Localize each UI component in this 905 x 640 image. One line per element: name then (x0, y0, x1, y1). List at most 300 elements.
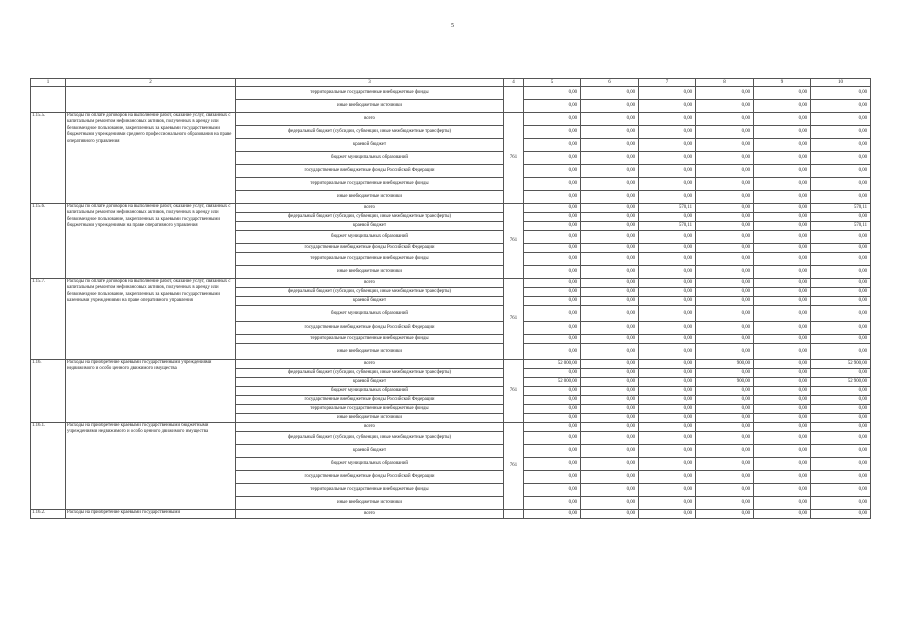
value-cell: 0,00 (696, 100, 754, 113)
value-cell: 0,00 (811, 405, 871, 414)
value-cell: 0,00 (524, 191, 581, 204)
value-cell: 0,00 (754, 297, 811, 306)
value-cell: 0,00 (639, 387, 696, 396)
value-cell: 0,00 (524, 414, 581, 423)
value-cell: 0,00 (581, 510, 639, 519)
value-cell: 0,00 (754, 497, 811, 510)
value-cell: 0,00 (639, 231, 696, 244)
code-cell: 761 (504, 113, 524, 204)
value-cell: 0,00 (811, 471, 871, 484)
source-cell: иные внебюджетные источники (236, 266, 504, 279)
value-cell: 0,00 (639, 445, 696, 458)
value-cell: 0,00 (639, 423, 696, 432)
value-cell: 0,00 (754, 423, 811, 432)
code-cell (504, 87, 524, 113)
value-cell: 0,00 (696, 297, 754, 306)
value-cell: 0,00 (524, 253, 581, 266)
value-cell: 0,00 (811, 306, 871, 322)
value-cell: 0,00 (639, 297, 696, 306)
source-cell: бюджет муниципальных образований (236, 152, 504, 165)
value-cell: 0,00 (581, 484, 639, 497)
value-cell: 52 000,00 (524, 360, 581, 369)
source-cell: краевой бюджет (236, 222, 504, 231)
value-cell: 0,00 (696, 423, 754, 432)
value-cell: 0,00 (581, 378, 639, 387)
value-cell: 0,00 (696, 369, 754, 378)
value-cell: 0,00 (696, 253, 754, 266)
value-cell: 0,00 (696, 387, 754, 396)
value-cell: 0,00 (696, 396, 754, 405)
value-cell: 0,00 (524, 458, 581, 471)
value-cell: 0,00 (754, 484, 811, 497)
value-cell: 0,00 (639, 288, 696, 297)
value-cell: 0,00 (754, 191, 811, 204)
value-cell: 0,00 (581, 423, 639, 432)
value-cell: 570,11 (639, 222, 696, 231)
source-cell: иные внебюджетные источники (236, 497, 504, 510)
value-cell: 0,00 (754, 378, 811, 387)
table-row (31, 204, 871, 213)
value-cell: 0,00 (524, 87, 581, 100)
value-cell: 0,00 (581, 458, 639, 471)
page-number: 5 (451, 23, 454, 29)
source-cell: территориальные государственные внебюджетные фонды (236, 484, 504, 497)
value-cell: 0,00 (754, 369, 811, 378)
value-cell: 0,00 (581, 297, 639, 306)
value-cell: 0,00 (524, 297, 581, 306)
value-cell: 0,00 (754, 165, 811, 178)
value-cell: 0,00 (639, 432, 696, 445)
value-cell: 0,00 (639, 497, 696, 510)
source-cell: краевой бюджет (236, 139, 504, 152)
header-cell: 1 (31, 79, 66, 87)
value-cell: 0,00 (524, 510, 581, 519)
value-cell: 0,00 (639, 253, 696, 266)
value-cell: 0,00 (754, 231, 811, 244)
value-cell: 0,00 (639, 378, 696, 387)
source-cell: бюджет муниципальных образований (236, 387, 504, 396)
value-cell: 0,00 (754, 510, 811, 519)
value-cell: 0,00 (524, 222, 581, 231)
source-cell: иные внебюджетные источники (236, 100, 504, 113)
value-cell: 0,00 (639, 471, 696, 484)
value-cell: 0,00 (696, 510, 754, 519)
source-cell: территориальные государственные внебюджетные фонды (236, 335, 504, 344)
value-cell: 0,00 (696, 432, 754, 445)
value-cell: 0,00 (639, 405, 696, 414)
value-cell: 0,00 (524, 126, 581, 139)
value-cell: 0,00 (754, 87, 811, 100)
source-cell: всего (236, 510, 504, 519)
item-number-cell: 1.16. (31, 360, 66, 423)
value-cell: 0,00 (581, 244, 639, 253)
value-cell: 0,00 (696, 484, 754, 497)
value-cell: 0,00 (811, 139, 871, 152)
value-cell: 0,00 (639, 484, 696, 497)
value-cell: 0,00 (811, 213, 871, 222)
value-cell: 0,00 (811, 266, 871, 279)
item-title-cell: Расходы по оплате договоров на выполнение работ, оказание услуг, связанных с капитальным ремонтом нефинансовых активов, полученных в аренду или безвозмездное пользование, закрепленных за краевыми государственными казенными учреждениями на праве оперативного управления (66, 279, 236, 360)
value-cell: 0,00 (754, 100, 811, 113)
value-cell: 0,00 (639, 100, 696, 113)
source-cell: всего (236, 204, 504, 213)
value-cell: 0,00 (696, 213, 754, 222)
value-cell: 0,00 (581, 360, 639, 369)
value-cell: 0,00 (811, 279, 871, 288)
value-cell: 0,00 (639, 87, 696, 100)
value-cell: 0,00 (524, 279, 581, 288)
value-cell: 0,00 (754, 445, 811, 458)
value-cell: 0,00 (754, 126, 811, 139)
value-cell: 0,00 (524, 288, 581, 297)
value-cell: 0,00 (696, 497, 754, 510)
source-cell: всего (236, 279, 504, 288)
source-cell: краевой бюджет (236, 297, 504, 306)
value-cell: 570,11 (639, 204, 696, 213)
value-cell: 0,00 (696, 322, 754, 335)
value-cell: 0,00 (581, 113, 639, 126)
value-cell: 0,00 (639, 244, 696, 253)
value-cell: 0,00 (754, 113, 811, 126)
value-cell: 0,00 (754, 306, 811, 322)
source-cell: государственные внебюджетные фонды Российской Федерации (236, 396, 504, 405)
value-cell: 0,00 (581, 369, 639, 378)
value-cell: 0,00 (639, 344, 696, 360)
value-cell: 0,00 (811, 178, 871, 191)
value-cell: 0,00 (754, 288, 811, 297)
value-cell: 0,00 (639, 360, 696, 369)
value-cell: 0,00 (696, 178, 754, 191)
value-cell: 0,00 (524, 471, 581, 484)
source-cell: всего (236, 360, 504, 369)
value-cell: 0,00 (524, 432, 581, 445)
value-cell: 0,00 (754, 471, 811, 484)
value-cell: 0,00 (696, 279, 754, 288)
value-cell: 0,00 (639, 126, 696, 139)
value-cell: 0,00 (581, 165, 639, 178)
header-cell: 4 (504, 79, 524, 87)
header-cell: 5 (524, 79, 581, 87)
value-cell: 0,00 (696, 445, 754, 458)
value-cell: 0,00 (696, 222, 754, 231)
value-cell: 0,00 (811, 445, 871, 458)
item-number-cell: 1.15.6. (31, 204, 66, 279)
value-cell: 570,11 (811, 204, 871, 213)
value-cell: 0,00 (754, 344, 811, 360)
value-cell: 0,00 (811, 510, 871, 519)
value-cell: 0,00 (811, 191, 871, 204)
value-cell: 900,00 (696, 378, 754, 387)
value-cell: 0,00 (524, 423, 581, 432)
value-cell: 0,00 (524, 369, 581, 378)
value-cell: 0,00 (524, 139, 581, 152)
value-cell: 0,00 (639, 165, 696, 178)
value-cell: 0,00 (639, 510, 696, 519)
value-cell: 0,00 (696, 191, 754, 204)
source-cell: государственные внебюджетные фонды Российской Федерации (236, 244, 504, 253)
value-cell: 0,00 (524, 113, 581, 126)
item-title-cell: Расходы на приобретение краевыми государственными (66, 510, 236, 519)
value-cell: 0,00 (581, 335, 639, 344)
item-title-cell: Расходы на приобретение краевыми государственными бюджетными учреждениями недвижимого и особо ценного движимого имущества (66, 423, 236, 510)
value-cell: 0,00 (581, 266, 639, 279)
source-cell: государственные внебюджетные фонды Российской Федерации (236, 322, 504, 335)
value-cell: 52 900,00 (811, 360, 871, 369)
value-cell: 0,00 (696, 113, 754, 126)
value-cell: 0,00 (696, 152, 754, 165)
value-cell: 0,00 (754, 458, 811, 471)
header-cell: 10 (811, 79, 871, 87)
value-cell: 0,00 (581, 139, 639, 152)
value-cell: 0,00 (581, 152, 639, 165)
value-cell: 0,00 (811, 244, 871, 253)
table-row (31, 423, 871, 432)
source-cell: территориальные государственные внебюджетные фонды (236, 87, 504, 100)
value-cell: 0,00 (754, 139, 811, 152)
value-cell: 0,00 (696, 244, 754, 253)
value-cell: 0,00 (754, 387, 811, 396)
value-cell: 0,00 (639, 152, 696, 165)
value-cell: 0,00 (524, 204, 581, 213)
value-cell: 0,00 (524, 322, 581, 335)
source-cell: федеральный бюджет (субсидии, субвенции, иные межбюджетные трансферты) (236, 369, 504, 378)
value-cell: 0,00 (639, 396, 696, 405)
source-cell: краевой бюджет (236, 378, 504, 387)
value-cell: 0,00 (524, 213, 581, 222)
header-cell: 8 (696, 79, 754, 87)
header-cell: 3 (236, 79, 504, 87)
table-row (31, 360, 871, 369)
item-number-cell: 1.15.5. (31, 113, 66, 204)
value-cell: 0,00 (639, 266, 696, 279)
value-cell: 0,00 (811, 165, 871, 178)
value-cell: 0,00 (754, 204, 811, 213)
value-cell: 0,00 (581, 396, 639, 405)
value-cell: 0,00 (696, 288, 754, 297)
header-cell: 7 (639, 79, 696, 87)
value-cell: 0,00 (696, 335, 754, 344)
value-cell: 0,00 (639, 191, 696, 204)
value-cell: 0,00 (811, 253, 871, 266)
budget-table (30, 78, 871, 519)
value-cell: 0,00 (811, 152, 871, 165)
value-cell: 0,00 (754, 396, 811, 405)
source-cell: государственные внебюджетные фонды Российской Федерации (236, 471, 504, 484)
value-cell: 0,00 (581, 253, 639, 266)
source-cell: бюджет муниципальных образований (236, 306, 504, 322)
source-cell: государственные внебюджетные фонды Российской Федерации (236, 165, 504, 178)
item-title-cell (66, 87, 236, 113)
value-cell: 0,00 (811, 126, 871, 139)
value-cell: 0,00 (581, 497, 639, 510)
value-cell: 0,00 (524, 165, 581, 178)
value-cell: 0,00 (581, 387, 639, 396)
value-cell: 0,00 (524, 405, 581, 414)
value-cell: 0,00 (524, 344, 581, 360)
value-cell: 0,00 (696, 139, 754, 152)
value-cell: 0,00 (581, 126, 639, 139)
value-cell: 0,00 (811, 497, 871, 510)
value-cell: 0,00 (696, 87, 754, 100)
header-cell: 9 (754, 79, 811, 87)
value-cell: 0,00 (811, 288, 871, 297)
value-cell: 0,00 (696, 414, 754, 423)
value-cell: 900,00 (696, 360, 754, 369)
value-cell: 0,00 (581, 178, 639, 191)
value-cell: 0,00 (524, 100, 581, 113)
value-cell: 0,00 (581, 432, 639, 445)
value-cell: 0,00 (581, 100, 639, 113)
value-cell: 0,00 (754, 360, 811, 369)
value-cell: 0,00 (696, 204, 754, 213)
value-cell: 0,00 (754, 222, 811, 231)
source-cell: федеральный бюджет (субсидии, субвенции, иные межбюджетные трансферты) (236, 213, 504, 222)
value-cell: 0,00 (639, 322, 696, 335)
value-cell: 0,00 (696, 344, 754, 360)
value-cell: 0,00 (524, 387, 581, 396)
source-cell: федеральный бюджет (субсидии, субвенции, иные межбюджетные трансферты) (236, 126, 504, 139)
value-cell: 0,00 (696, 126, 754, 139)
value-cell: 0,00 (639, 139, 696, 152)
value-cell: 0,00 (524, 178, 581, 191)
value-cell: 0,00 (581, 306, 639, 322)
value-cell: 0,00 (581, 344, 639, 360)
value-cell: 0,00 (811, 297, 871, 306)
value-cell: 52 900,00 (811, 378, 871, 387)
value-cell: 0,00 (524, 396, 581, 405)
value-cell: 0,00 (811, 335, 871, 344)
value-cell: 0,00 (581, 288, 639, 297)
value-cell: 0,00 (524, 335, 581, 344)
source-cell: всего (236, 423, 504, 432)
value-cell: 0,00 (754, 213, 811, 222)
source-cell: иные внебюджетные источники (236, 414, 504, 423)
value-cell: 0,00 (754, 335, 811, 344)
item-number-cell: 1.15.7. (31, 279, 66, 360)
value-cell: 0,00 (754, 178, 811, 191)
value-cell: 0,00 (581, 405, 639, 414)
value-cell: 0,00 (639, 113, 696, 126)
source-cell: бюджет муниципальных образований (236, 458, 504, 471)
value-cell: 0,00 (811, 387, 871, 396)
value-cell: 0,00 (524, 244, 581, 253)
source-cell: территориальные государственные внебюджетные фонды (236, 253, 504, 266)
value-cell: 0,00 (581, 191, 639, 204)
value-cell: 0,00 (696, 471, 754, 484)
value-cell: 0,00 (811, 100, 871, 113)
value-cell: 0,00 (754, 152, 811, 165)
value-cell: 0,00 (581, 87, 639, 100)
value-cell: 0,00 (639, 414, 696, 423)
value-cell: 0,00 (811, 344, 871, 360)
value-cell: 0,00 (811, 414, 871, 423)
code-cell: 761 (504, 204, 524, 279)
value-cell: 0,00 (811, 396, 871, 405)
header-row (31, 79, 871, 87)
code-cell: 761 (504, 279, 524, 360)
value-cell: 0,00 (524, 497, 581, 510)
source-cell: федеральный бюджет (субсидии, субвенции, иные межбюджетные трансферты) (236, 432, 504, 445)
value-cell: 0,00 (581, 231, 639, 244)
value-cell: 0,00 (581, 445, 639, 458)
source-cell: бюджет муниципальных образований (236, 231, 504, 244)
source-cell: территориальные государственные внебюджетные фонды (236, 405, 504, 414)
table-row (31, 87, 871, 100)
item-number-cell (31, 87, 66, 113)
value-cell: 0,00 (524, 445, 581, 458)
value-cell: 0,00 (811, 369, 871, 378)
source-cell: краевой бюджет (236, 445, 504, 458)
item-number-cell: 1.16.1. (31, 423, 66, 510)
value-cell: 0,00 (524, 484, 581, 497)
value-cell: 0,00 (754, 266, 811, 279)
value-cell: 0,00 (524, 231, 581, 244)
value-cell: 0,00 (811, 484, 871, 497)
code-cell: 761 (504, 360, 524, 423)
value-cell: 0,00 (754, 432, 811, 445)
value-cell: 0,00 (639, 213, 696, 222)
value-cell: 0,00 (524, 152, 581, 165)
source-cell: всего (236, 113, 504, 126)
value-cell: 0,00 (754, 414, 811, 423)
item-title-cell: Расходы по оплате договоров на выполнение работ, оказание услуг, связанных с капитальным ремонтом нефинансовых активов, полученных в аренду или безвозмездное пользование, закрепленных за краевыми государственными бюджетными учреждениями на праве оперативного управления (66, 204, 236, 279)
value-cell: 52 000,00 (524, 378, 581, 387)
value-cell: 0,00 (524, 266, 581, 279)
value-cell: 0,00 (811, 113, 871, 126)
value-cell: 0,00 (639, 369, 696, 378)
value-cell: 0,00 (581, 322, 639, 335)
value-cell: 0,00 (639, 178, 696, 191)
value-cell: 0,00 (696, 405, 754, 414)
value-cell: 0,00 (754, 253, 811, 266)
value-cell: 0,00 (696, 306, 754, 322)
value-cell: 570,11 (811, 222, 871, 231)
header-cell: 6 (581, 79, 639, 87)
source-cell: иные внебюджетные источники (236, 344, 504, 360)
value-cell: 0,00 (639, 458, 696, 471)
source-cell: федеральный бюджет (субсидии, субвенции, иные межбюджетные трансферты) (236, 288, 504, 297)
value-cell: 0,00 (524, 306, 581, 322)
table-row (31, 113, 871, 126)
value-cell: 0,00 (754, 279, 811, 288)
value-cell: 0,00 (696, 165, 754, 178)
value-cell: 0,00 (754, 405, 811, 414)
value-cell: 0,00 (811, 423, 871, 432)
value-cell: 0,00 (811, 322, 871, 335)
value-cell: 0,00 (811, 87, 871, 100)
value-cell: 0,00 (811, 231, 871, 244)
value-cell: 0,00 (639, 306, 696, 322)
value-cell: 0,00 (581, 222, 639, 231)
table-row (31, 279, 871, 288)
value-cell: 0,00 (754, 244, 811, 253)
code-cell: 761 (504, 423, 524, 510)
source-cell: иные внебюджетные источники (236, 191, 504, 204)
value-cell: 0,00 (581, 204, 639, 213)
header-cell: 2 (66, 79, 236, 87)
value-cell: 0,00 (811, 458, 871, 471)
code-cell (504, 510, 524, 519)
value-cell: 0,00 (811, 432, 871, 445)
value-cell: 0,00 (639, 335, 696, 344)
source-cell: территориальные государственные внебюджетные фонды (236, 178, 504, 191)
value-cell: 0,00 (639, 279, 696, 288)
value-cell: 0,00 (696, 458, 754, 471)
value-cell: 0,00 (581, 279, 639, 288)
value-cell: 0,00 (696, 231, 754, 244)
item-number-cell: 1.16.2. (31, 510, 66, 519)
value-cell: 0,00 (696, 266, 754, 279)
